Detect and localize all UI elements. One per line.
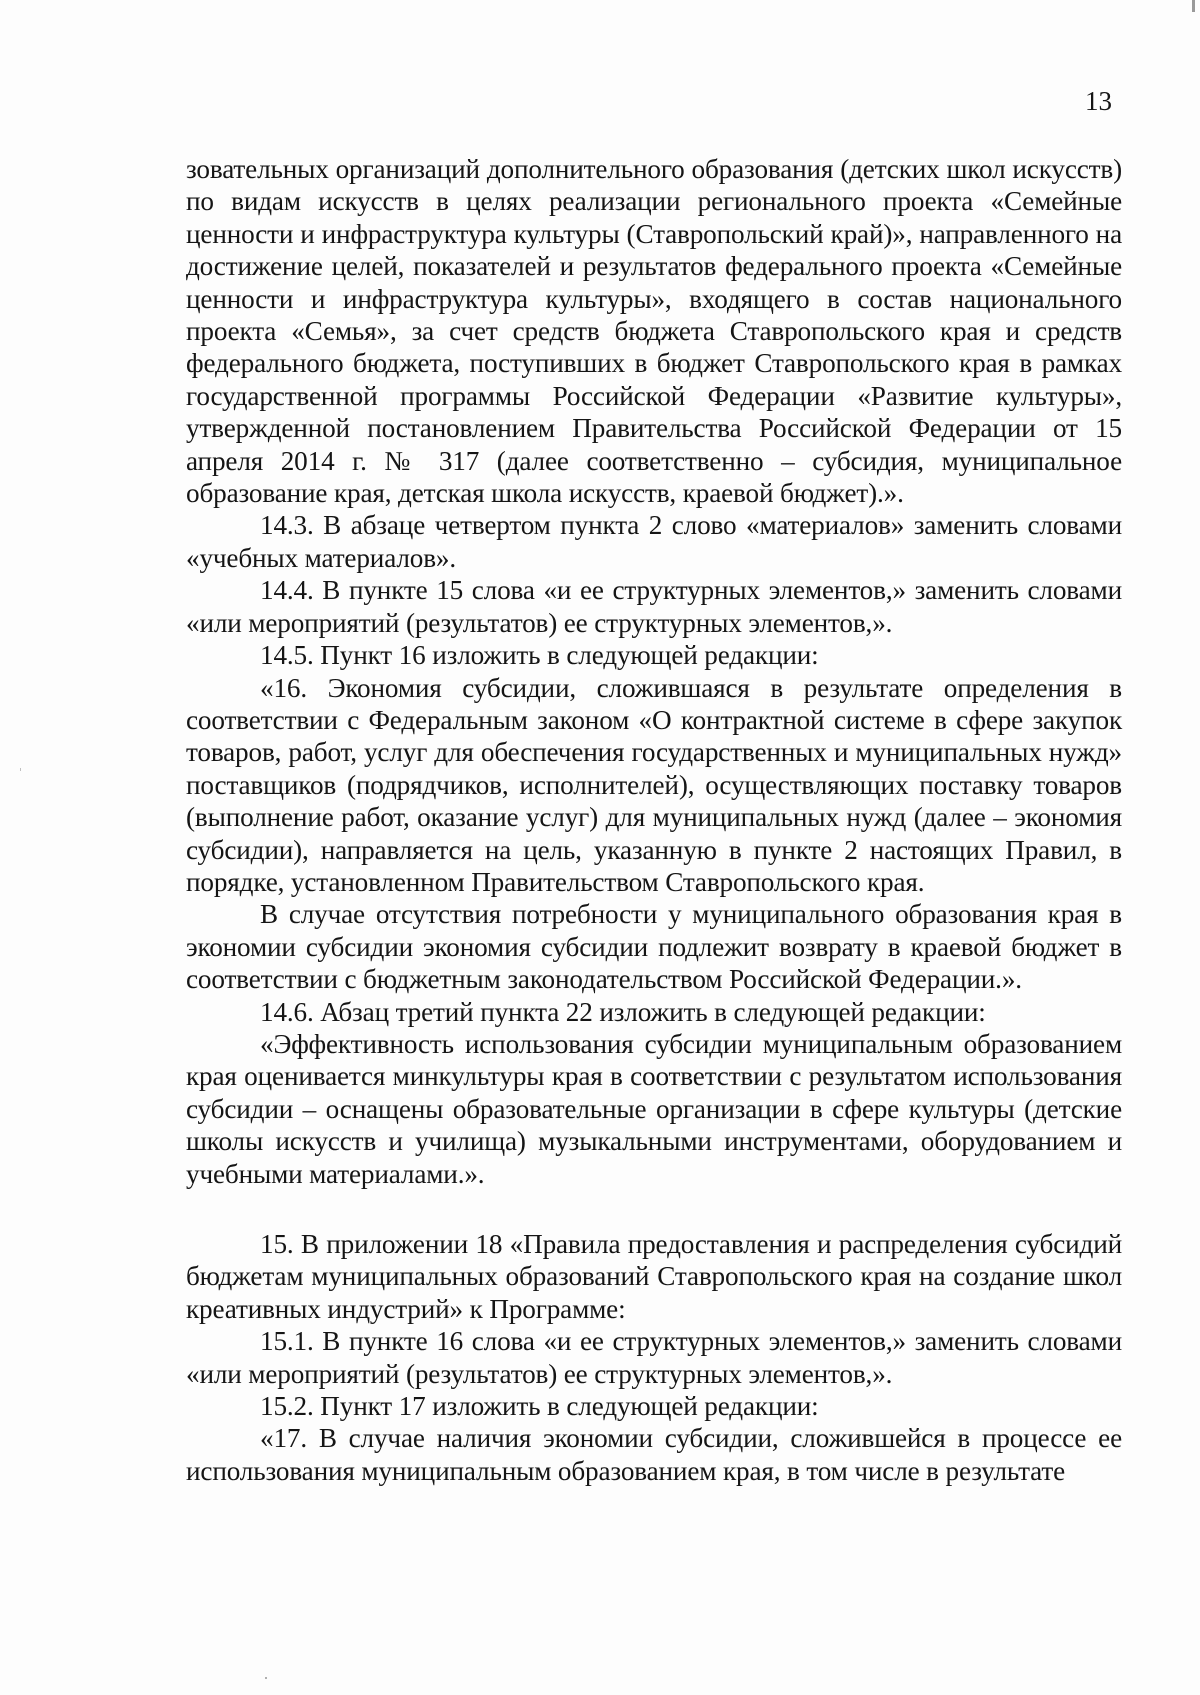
- paragraph-15-1: 15.1. В пункте 16 слова «и ее структурных элементов,» заменить словами «или мероприятий (результатов) ее структурных элементов,».: [186, 1326, 1122, 1389]
- paragraph-14-4: 14.4. В пункте 15 слова «и ее структурных элементов,» заменить словами «или мероприятий (результатов) ее структурных элементов,».: [186, 575, 1122, 638]
- paragraph-quote-22: «Эффективность использования субсидии муниципальным образованием края оценивается минкультуры края в соответствии с результатом использования субсидии – оснащены образовательные организации в сфере культуры (детские школы искусств и училища) музыкальными инструментами, оборудованием и учебными материалами.».: [186, 1028, 1122, 1189]
- document-body: [186, 153, 1122, 1487]
- scan-artifact: [20, 768, 21, 771]
- paragraph-14-5: 14.5. Пункт 16 изложить в следующей редакции:: [260, 640, 819, 671]
- scan-artifact: [1192, 0, 1195, 12]
- paragraph-15: 15. В приложении 18 «Правила предоставления и распределения субсидий бюджетам муниципальных образований Ставропольского края на создание школ креативных индустрий» к Программе:: [186, 1229, 1122, 1324]
- paragraph-14-6: 14.6. Абзац третий пункта 22 изложить в следующей редакции:: [260, 996, 986, 1027]
- paragraph-quote-16: «16. Экономия субсидии, сложившаяся в результате определения в соответствии с Федеральным законом «О контрактной системе в сфере закупок товаров, работ, услуг для обеспечения государственных и муниципальных нужд» поставщиков (подрядчиков, исполнителей), осуществляющих поставку товаров (выполнение работ, оказание услуг) для муниципальных нужд (далее – экономия субсидии), направляется на цель, указанную в пункте 2 настоящих Правил, в порядке, установленном Правительством Ставропольского края.: [186, 672, 1122, 897]
- paragraph-quote-16-continued: В случае отсутствия потребности у муниципального образования края в экономии субсидии экономия субсидии подлежит возврату в краевой бюджет в соответствии с бюджетным законодательством Российской Федерации.».: [186, 899, 1122, 995]
- paragraph-14-3: 14.3. В абзаце четвертом пункта 2 слово «материалов» заменить словами «учебных материалов».: [186, 510, 1122, 573]
- scan-artifact: [265, 1677, 267, 1679]
- paragraph-continuation: зовательных организаций дополнительного образования (детских школ искусств) по видам искусств в целях реализации регионального проекта «Семейные ценности и инфраструктура культуры (Ставропольский край)», направленного на достижение целей, показателей и результатов федерального проекта «Семейные ценности и инфраструктура культуры», входящего в состав национального проекта «Семья», за счет средств бюджета Ставропольского края и средств федерального бюджета, поступивших в бюджет Ставропольского края в рамках государственной программы Российской Федерации «Развитие культуры», утвержденной постановлением Правительства Российской Федерации от 15 апреля 2014 г. № 317 (далее соответственно – субсидия, муниципальное образование края, детская школа искусств, краевой бюджет).».: [186, 154, 1122, 509]
- paragraph-15-2: 15.2. Пункт 17 изложить в следующей редакции:: [260, 1391, 819, 1422]
- paragraph-quote-17: «17. В случае наличия экономии субсидии, сложившейся в процессе ее использования муниципальным образованием края, в том числе в результате: [186, 1423, 1122, 1486]
- page-number: 13: [1085, 86, 1112, 116]
- section-spacer: [186, 1190, 1122, 1228]
